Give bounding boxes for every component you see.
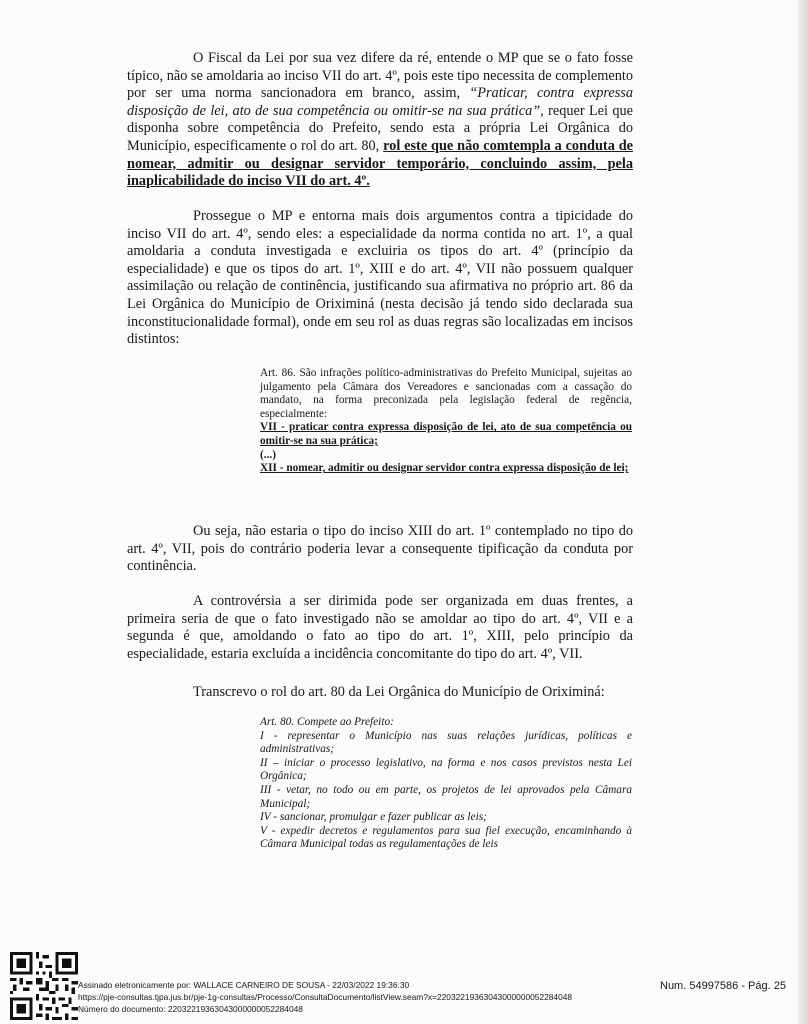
quote-ellipsis: (...) <box>260 448 276 461</box>
emphasized-text: rol este que não comtempla a conduta de nomear, admitir ou designar servidor temporário, concluindo assim, pela inaplicabilidade do inciso VII do art. 4º. <box>127 137 633 190</box>
quote-intro: Art. 86. São infrações político-administrativas do Prefeito Municipal, sujeitas ao julgamento pela Câmara dos Vereadores e sancionadas com a cassação do mandato, na forma preconizada pela legislação federal de regência, especialmente: <box>260 367 632 420</box>
paragraph-controversia <box>127 593 633 663</box>
paragraph-text: Ou seja, não estaria o tipo do inciso XIII do art. 1º contemplado no tipo do art. 4º, VII, pois do contrário poderia levar a consequente tipificação da conduta por continência. <box>127 523 633 575</box>
paragraph-transcrevo <box>127 684 633 702</box>
page-number: Num. 54997586 - Pág. 25 <box>660 980 786 992</box>
paragraph-text: Transcrevo o rol do art. 80 da Lei Orgânica do Município de Oriximiná: <box>193 684 605 700</box>
signature-line: Assinado eletronicamente por: WALLACE CARNEIRO DE SOUSA - 22/03/2022 19:36:30 <box>78 980 410 990</box>
quote-item-vii: VII - praticar contra expressa disposição de lei, ato de sua competência ou omitir-se na sua prática; <box>260 421 632 447</box>
quote-line: I - representar o Município nas suas relações jurídicas, políticas e administrativas; <box>260 729 632 756</box>
quote-item-xii: XII - nomear, admitir ou designar servidor contra expressa disposição de lei; <box>260 462 629 475</box>
paragraph-text: O Fiscal da Lei por sua vez difere da ré, entende o MP que se o fato fosse típico, não se amoldaria ao inciso VII do art. 4º, pois este tipo necessita de complemento por ser uma norma sancionadora em branco, assim, <box>127 50 634 102</box>
quoted-italic-text: “Praticar, contra expressa disposição de lei, ato de sua competência ou omitir-se na sua prática” <box>127 85 634 119</box>
quote-line: III - vetar, no todo ou em parte, os projetos de lei aprovados pela Câmara Municipal; <box>260 783 632 810</box>
quote-line: Art. 80. Compete ao Prefeito: <box>260 716 394 728</box>
paragraph-prossegue-mp <box>127 208 633 349</box>
quote-line: V - expedir decretos e regulamentos para sua fiel execução, encaminhando à Câmara Municipal todas as regulamentações de leis <box>260 824 632 851</box>
block-quote-art-86 <box>260 367 632 476</box>
document-number: Número do documento: 22032219363043000000052284048 <box>78 1004 303 1014</box>
block-quote-art-80 <box>260 716 632 852</box>
page-edge-shadow <box>798 0 808 1024</box>
quote-line: II – iniciar o processo legislativo, na forma e nos casos previstos nesta Lei Orgânica; <box>260 756 632 783</box>
quote-line: IV - sancionar, promulgar e fazer publicar as leis; <box>260 811 487 824</box>
paragraph-ou-seja <box>127 523 633 576</box>
paragraph-fiscal-da-lei <box>127 50 633 191</box>
consultation-link[interactable]: https://pje-consultas.tjpa.jus.br/pje-1g-consultas/Processo/ConsultaDocumento/listView.seam?x=22032219363043000000052284048 <box>78 992 573 1002</box>
paragraph-text: , requer Lei que disponha sobre competência do Prefeito, sendo esta a própria Lei Orgânica do Município, especificamente o rol do art. 80, <box>127 102 633 154</box>
paragraph-text: A controvérsia a ser dirimida pode ser organizada em duas frentes, a primeira seria de que o fato investigado não se amoldar ao tipo do art. 4º, VII e a segunda é que, amoldando o fato ao tipo do art. 1º, XIII, pelo princípio da especialidade, estaria excluída a incidência concomitante do tipo do art. 4º, VII. <box>127 593 633 662</box>
qr-code-icon <box>10 952 78 1020</box>
paragraph-text: Prossegue o MP e entorna mais dois argumentos contra a tipicidade do inciso VII do art. 4º, sendo eles: a especialidade da norma contida no art. 1º, a qual amoldaria a conduta investigada e excluiria os tipos do art. 4º (princípio da especialidade) e que os tipos do art. 1º, XIII e do art. 4º, VII não possuem qualquer assimilação ou relação de continência, justificando sua afirmativa no próprio art. 86 da Lei Orgânica do Município de Oriximiná (nesta decisão já tendo sido declarada sua inconstitucionalidade formal), onde em seu rol as duas regras são localizadas em incisos distintos: <box>127 208 633 348</box>
